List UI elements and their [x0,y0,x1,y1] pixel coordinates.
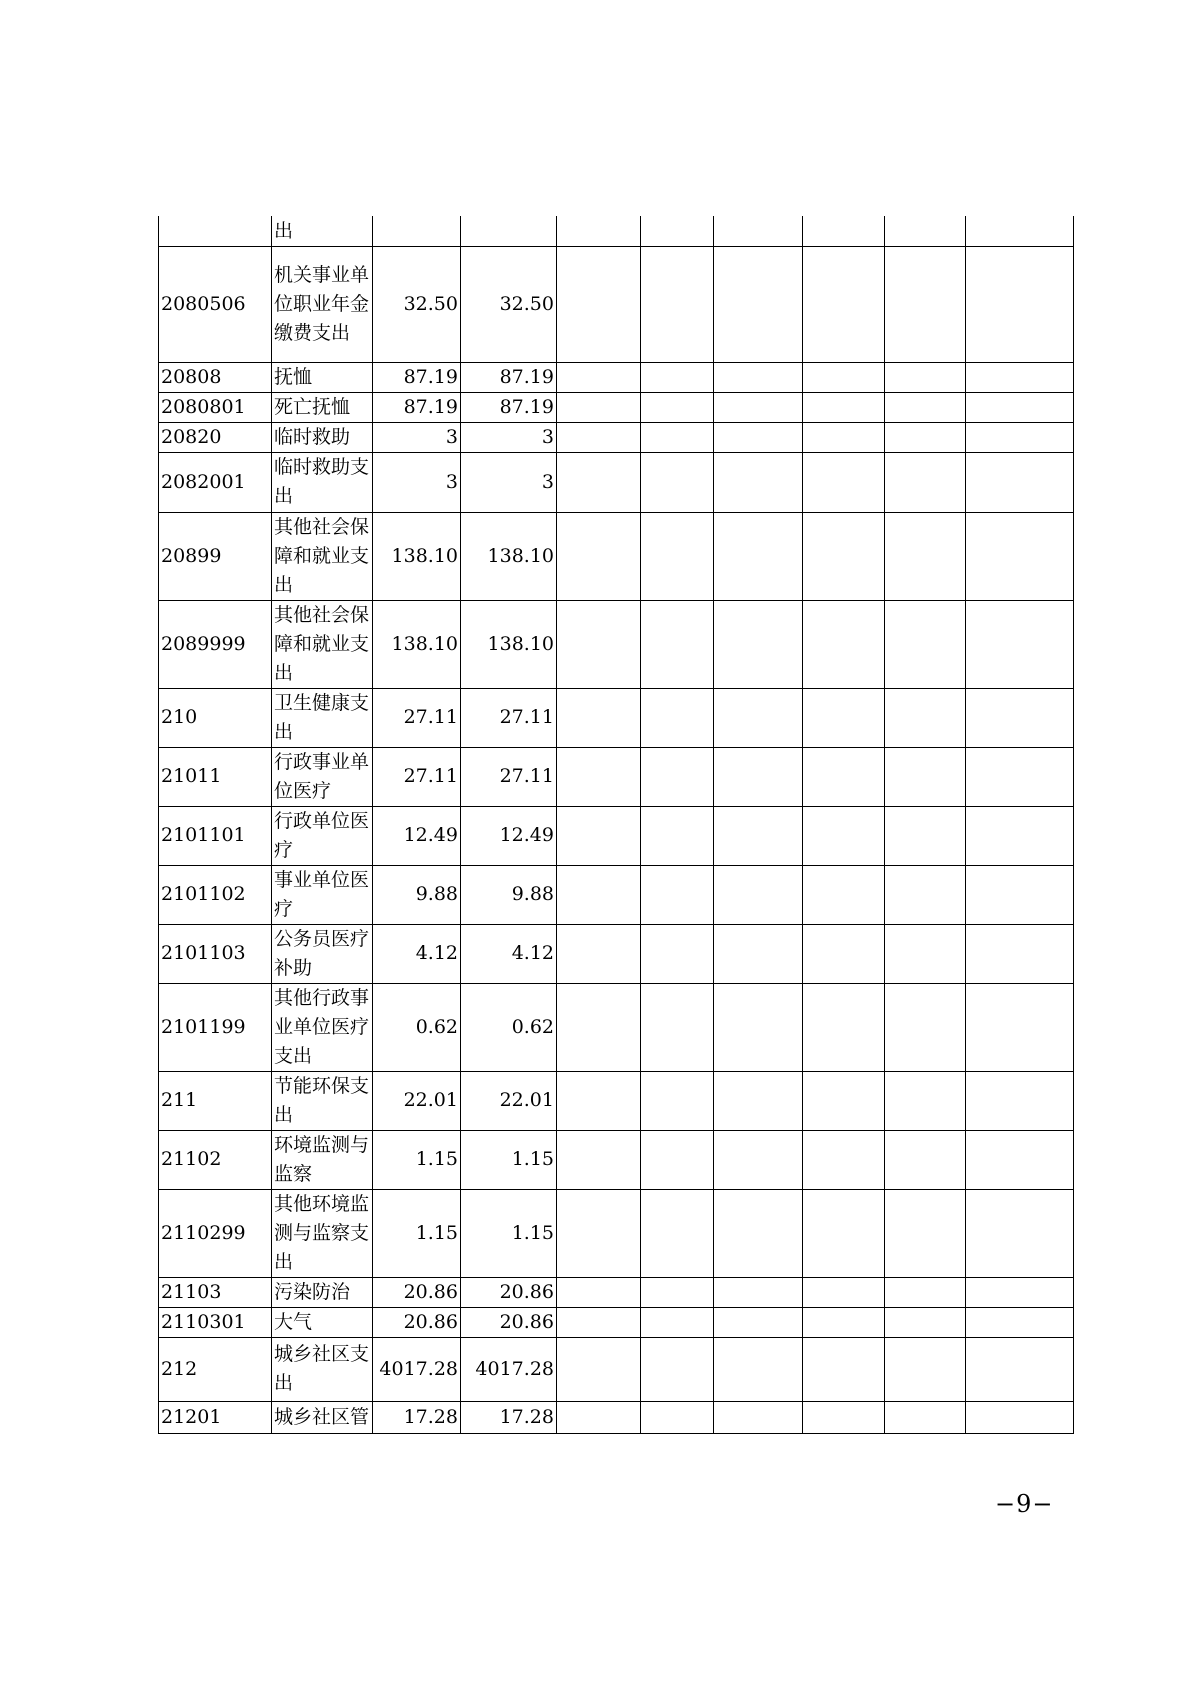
table-row [159,1277,1074,1307]
subject-name-cell: 抚恤 [272,362,373,392]
subject-code-cell: 2101101 [159,806,272,865]
empty-cell [714,1071,803,1130]
empty-cell [557,865,641,924]
basic-amount-cell: 87.19 [461,362,557,392]
empty-cell [714,865,803,924]
empty-cell [885,362,966,392]
empty-cell [714,392,803,422]
subject-name-cell: 其他环境监测与监察支出 [272,1189,373,1277]
total-amount-cell: 32.50 [373,246,461,362]
table-row [159,747,1074,806]
basic-amount-cell: 20.86 [461,1277,557,1307]
subject-code-cell: 21103 [159,1277,272,1307]
empty-cell [966,806,1074,865]
budget-table [158,216,1074,1434]
empty-cell [885,1401,966,1433]
empty-cell [885,1130,966,1189]
empty-cell [885,246,966,362]
subject-code-cell: 20899 [159,512,272,600]
empty-cell [557,1401,641,1433]
basic-amount-cell: 4017.28 [461,1337,557,1401]
empty-cell [966,362,1074,392]
empty-cell [966,512,1074,600]
subject-code-cell: 2082001 [159,452,272,512]
subject-code-cell: 2110301 [159,1307,272,1337]
empty-cell [714,452,803,512]
basic-amount-cell: 138.10 [461,512,557,600]
basic-amount-cell: 22.01 [461,1071,557,1130]
empty-cell [803,1130,885,1189]
total-amount-cell: 3 [373,452,461,512]
empty-cell [885,600,966,688]
subject-name-cell: 城乡社区支出 [272,1337,373,1401]
empty-cell [885,983,966,1071]
table-row [159,688,1074,747]
table-row [159,865,1074,924]
basic-amount-cell: 138.10 [461,600,557,688]
total-amount-cell: 12.49 [373,806,461,865]
empty-cell [557,392,641,422]
empty-cell [966,1401,1074,1433]
subject-name-cell: 机关事业单位职业年金缴费支出 [272,246,373,362]
table-row [159,600,1074,688]
subject-name-cell: 出 [272,216,373,246]
empty-cell [714,1337,803,1401]
basic-amount-cell: 17.28 [461,1401,557,1433]
empty-cell [885,392,966,422]
basic-amount-cell: 0.62 [461,983,557,1071]
table-row [159,1071,1074,1130]
basic-amount-cell: 3 [461,452,557,512]
subject-name-cell: 公务员医疗补助 [272,924,373,983]
empty-cell [803,422,885,452]
subject-code-cell: 211 [159,1071,272,1130]
empty-cell [803,1071,885,1130]
empty-cell [557,1307,641,1337]
empty-cell [885,422,966,452]
table-row [159,924,1074,983]
empty-cell [885,452,966,512]
empty-cell [966,1277,1074,1307]
empty-cell [714,688,803,747]
empty-cell [641,983,714,1071]
empty-cell [803,1337,885,1401]
table-row [159,1130,1074,1189]
table-row [159,246,1074,362]
empty-cell [966,865,1074,924]
empty-cell [641,392,714,422]
empty-cell [557,1337,641,1401]
empty-cell [557,216,641,246]
empty-cell [557,806,641,865]
empty-cell [885,924,966,983]
empty-cell [966,600,1074,688]
empty-cell [641,216,714,246]
total-amount-cell: 138.10 [373,512,461,600]
subject-name-cell: 死亡抚恤 [272,392,373,422]
empty-cell [803,688,885,747]
table-row [159,512,1074,600]
total-amount-cell: 1.15 [373,1130,461,1189]
total-amount-cell: 27.11 [373,747,461,806]
basic-amount-cell: 12.49 [461,806,557,865]
subject-name-cell: 其他社会保障和就业支出 [272,600,373,688]
empty-cell [641,688,714,747]
empty-cell [803,392,885,422]
total-amount-cell: 87.19 [373,362,461,392]
empty-cell [803,747,885,806]
empty-cell [966,1071,1074,1130]
empty-cell [557,1130,641,1189]
empty-cell [641,362,714,392]
empty-cell [557,246,641,362]
empty-cell [966,924,1074,983]
empty-cell [803,924,885,983]
subject-name-cell: 行政单位医疗 [272,806,373,865]
empty-cell [714,362,803,392]
empty-cell [557,1071,641,1130]
subject-code-cell: 212 [159,1337,272,1401]
empty-cell [714,1189,803,1277]
empty-cell [714,747,803,806]
empty-cell [885,1071,966,1130]
empty-cell [966,422,1074,452]
subject-name-cell: 行政事业单位医疗 [272,747,373,806]
subject-name-cell: 临时救助 [272,422,373,452]
empty-cell [641,1401,714,1433]
empty-cell [803,512,885,600]
empty-cell [885,1277,966,1307]
empty-cell [803,1401,885,1433]
empty-cell [885,1189,966,1277]
empty-cell [885,216,966,246]
empty-cell [641,422,714,452]
empty-cell [803,246,885,362]
empty-cell [966,452,1074,512]
empty-cell [557,924,641,983]
empty-cell [714,1307,803,1337]
subject-name-cell: 事业单位医疗 [272,865,373,924]
empty-cell [885,1337,966,1401]
table-row [159,422,1074,452]
total-amount-cell: 9.88 [373,865,461,924]
basic-amount-cell: 1.15 [461,1189,557,1277]
empty-cell [714,806,803,865]
basic-amount-cell [461,216,557,246]
empty-cell [557,747,641,806]
subject-name-cell: 大气 [272,1307,373,1337]
empty-cell [641,452,714,512]
empty-cell [966,216,1074,246]
table-row [159,362,1074,392]
table-row [159,1401,1074,1433]
empty-cell [803,216,885,246]
empty-cell [966,688,1074,747]
empty-cell [966,1337,1074,1401]
empty-cell [641,246,714,362]
table-row [159,452,1074,512]
subject-name-cell: 节能环保支出 [272,1071,373,1130]
page-number: −9− [995,1490,1054,1518]
empty-cell [641,1189,714,1277]
empty-cell [714,1401,803,1433]
subject-name-cell: 临时救助支出 [272,452,373,512]
empty-cell [885,512,966,600]
empty-cell [714,600,803,688]
empty-cell [557,688,641,747]
total-amount-cell: 17.28 [373,1401,461,1433]
total-amount-cell: 20.86 [373,1277,461,1307]
table-row [159,216,1074,246]
empty-cell [641,1277,714,1307]
subject-code-cell: 2089999 [159,600,272,688]
empty-cell [641,806,714,865]
empty-cell [557,362,641,392]
empty-cell [966,1189,1074,1277]
empty-cell [557,512,641,600]
empty-cell [966,392,1074,422]
subject-code-cell: 2110299 [159,1189,272,1277]
total-amount-cell: 4017.28 [373,1337,461,1401]
empty-cell [966,983,1074,1071]
total-amount-cell: 27.11 [373,688,461,747]
basic-amount-cell: 32.50 [461,246,557,362]
empty-cell [966,246,1074,362]
table-body [159,216,1074,1433]
subject-code-cell: 21201 [159,1401,272,1433]
basic-amount-cell: 9.88 [461,865,557,924]
table-row [159,806,1074,865]
total-amount-cell [373,216,461,246]
table-row [159,1307,1074,1337]
table-row [159,983,1074,1071]
subject-code-cell: 21011 [159,747,272,806]
empty-cell [557,600,641,688]
table-row [159,1189,1074,1277]
subject-code-cell: 2101103 [159,924,272,983]
basic-amount-cell: 20.86 [461,1307,557,1337]
empty-cell [557,452,641,512]
empty-cell [714,1130,803,1189]
total-amount-cell: 20.86 [373,1307,461,1337]
subject-code-cell: 20820 [159,422,272,452]
subject-name-cell: 污染防治 [272,1277,373,1307]
empty-cell [885,688,966,747]
empty-cell [714,512,803,600]
subject-name-cell: 卫生健康支出 [272,688,373,747]
subject-code-cell: 20808 [159,362,272,392]
empty-cell [885,747,966,806]
total-amount-cell: 87.19 [373,392,461,422]
empty-cell [885,806,966,865]
empty-cell [641,924,714,983]
empty-cell [714,1277,803,1307]
subject-code-cell: 2080506 [159,246,272,362]
empty-cell [641,865,714,924]
basic-amount-cell: 87.19 [461,392,557,422]
table-row [159,392,1074,422]
empty-cell [714,216,803,246]
empty-cell [803,1307,885,1337]
subject-code-cell: 2101199 [159,983,272,1071]
total-amount-cell: 138.10 [373,600,461,688]
basic-amount-cell: 27.11 [461,747,557,806]
empty-cell [641,512,714,600]
basic-amount-cell: 3 [461,422,557,452]
empty-cell [966,1307,1074,1337]
empty-cell [966,1130,1074,1189]
empty-cell [714,983,803,1071]
subject-name-cell: 其他行政事业单位医疗支出 [272,983,373,1071]
empty-cell [803,1189,885,1277]
empty-cell [803,362,885,392]
basic-amount-cell: 4.12 [461,924,557,983]
empty-cell [966,747,1074,806]
subject-name-cell: 环境监测与监察 [272,1130,373,1189]
total-amount-cell: 1.15 [373,1189,461,1277]
empty-cell [803,452,885,512]
empty-cell [557,1189,641,1277]
empty-cell [803,865,885,924]
empty-cell [557,1277,641,1307]
basic-amount-cell: 1.15 [461,1130,557,1189]
total-amount-cell: 4.12 [373,924,461,983]
empty-cell [714,246,803,362]
total-amount-cell: 3 [373,422,461,452]
empty-cell [557,983,641,1071]
subject-code-cell: 2101102 [159,865,272,924]
empty-cell [803,600,885,688]
subject-name-cell: 城乡社区管 [272,1401,373,1433]
basic-amount-cell: 27.11 [461,688,557,747]
empty-cell [557,422,641,452]
empty-cell [885,865,966,924]
subject-code-cell: 21102 [159,1130,272,1189]
total-amount-cell: 0.62 [373,983,461,1071]
empty-cell [714,422,803,452]
empty-cell [803,1277,885,1307]
empty-cell [803,806,885,865]
subject-name-cell: 其他社会保障和就业支出 [272,512,373,600]
table-row [159,1337,1074,1401]
subject-code-cell: 210 [159,688,272,747]
empty-cell [641,1337,714,1401]
empty-cell [641,600,714,688]
empty-cell [803,983,885,1071]
total-amount-cell: 22.01 [373,1071,461,1130]
subject-code-cell [159,216,272,246]
empty-cell [641,1071,714,1130]
empty-cell [885,1307,966,1337]
empty-cell [714,924,803,983]
subject-code-cell: 2080801 [159,392,272,422]
empty-cell [641,1307,714,1337]
empty-cell [641,747,714,806]
empty-cell [641,1130,714,1189]
